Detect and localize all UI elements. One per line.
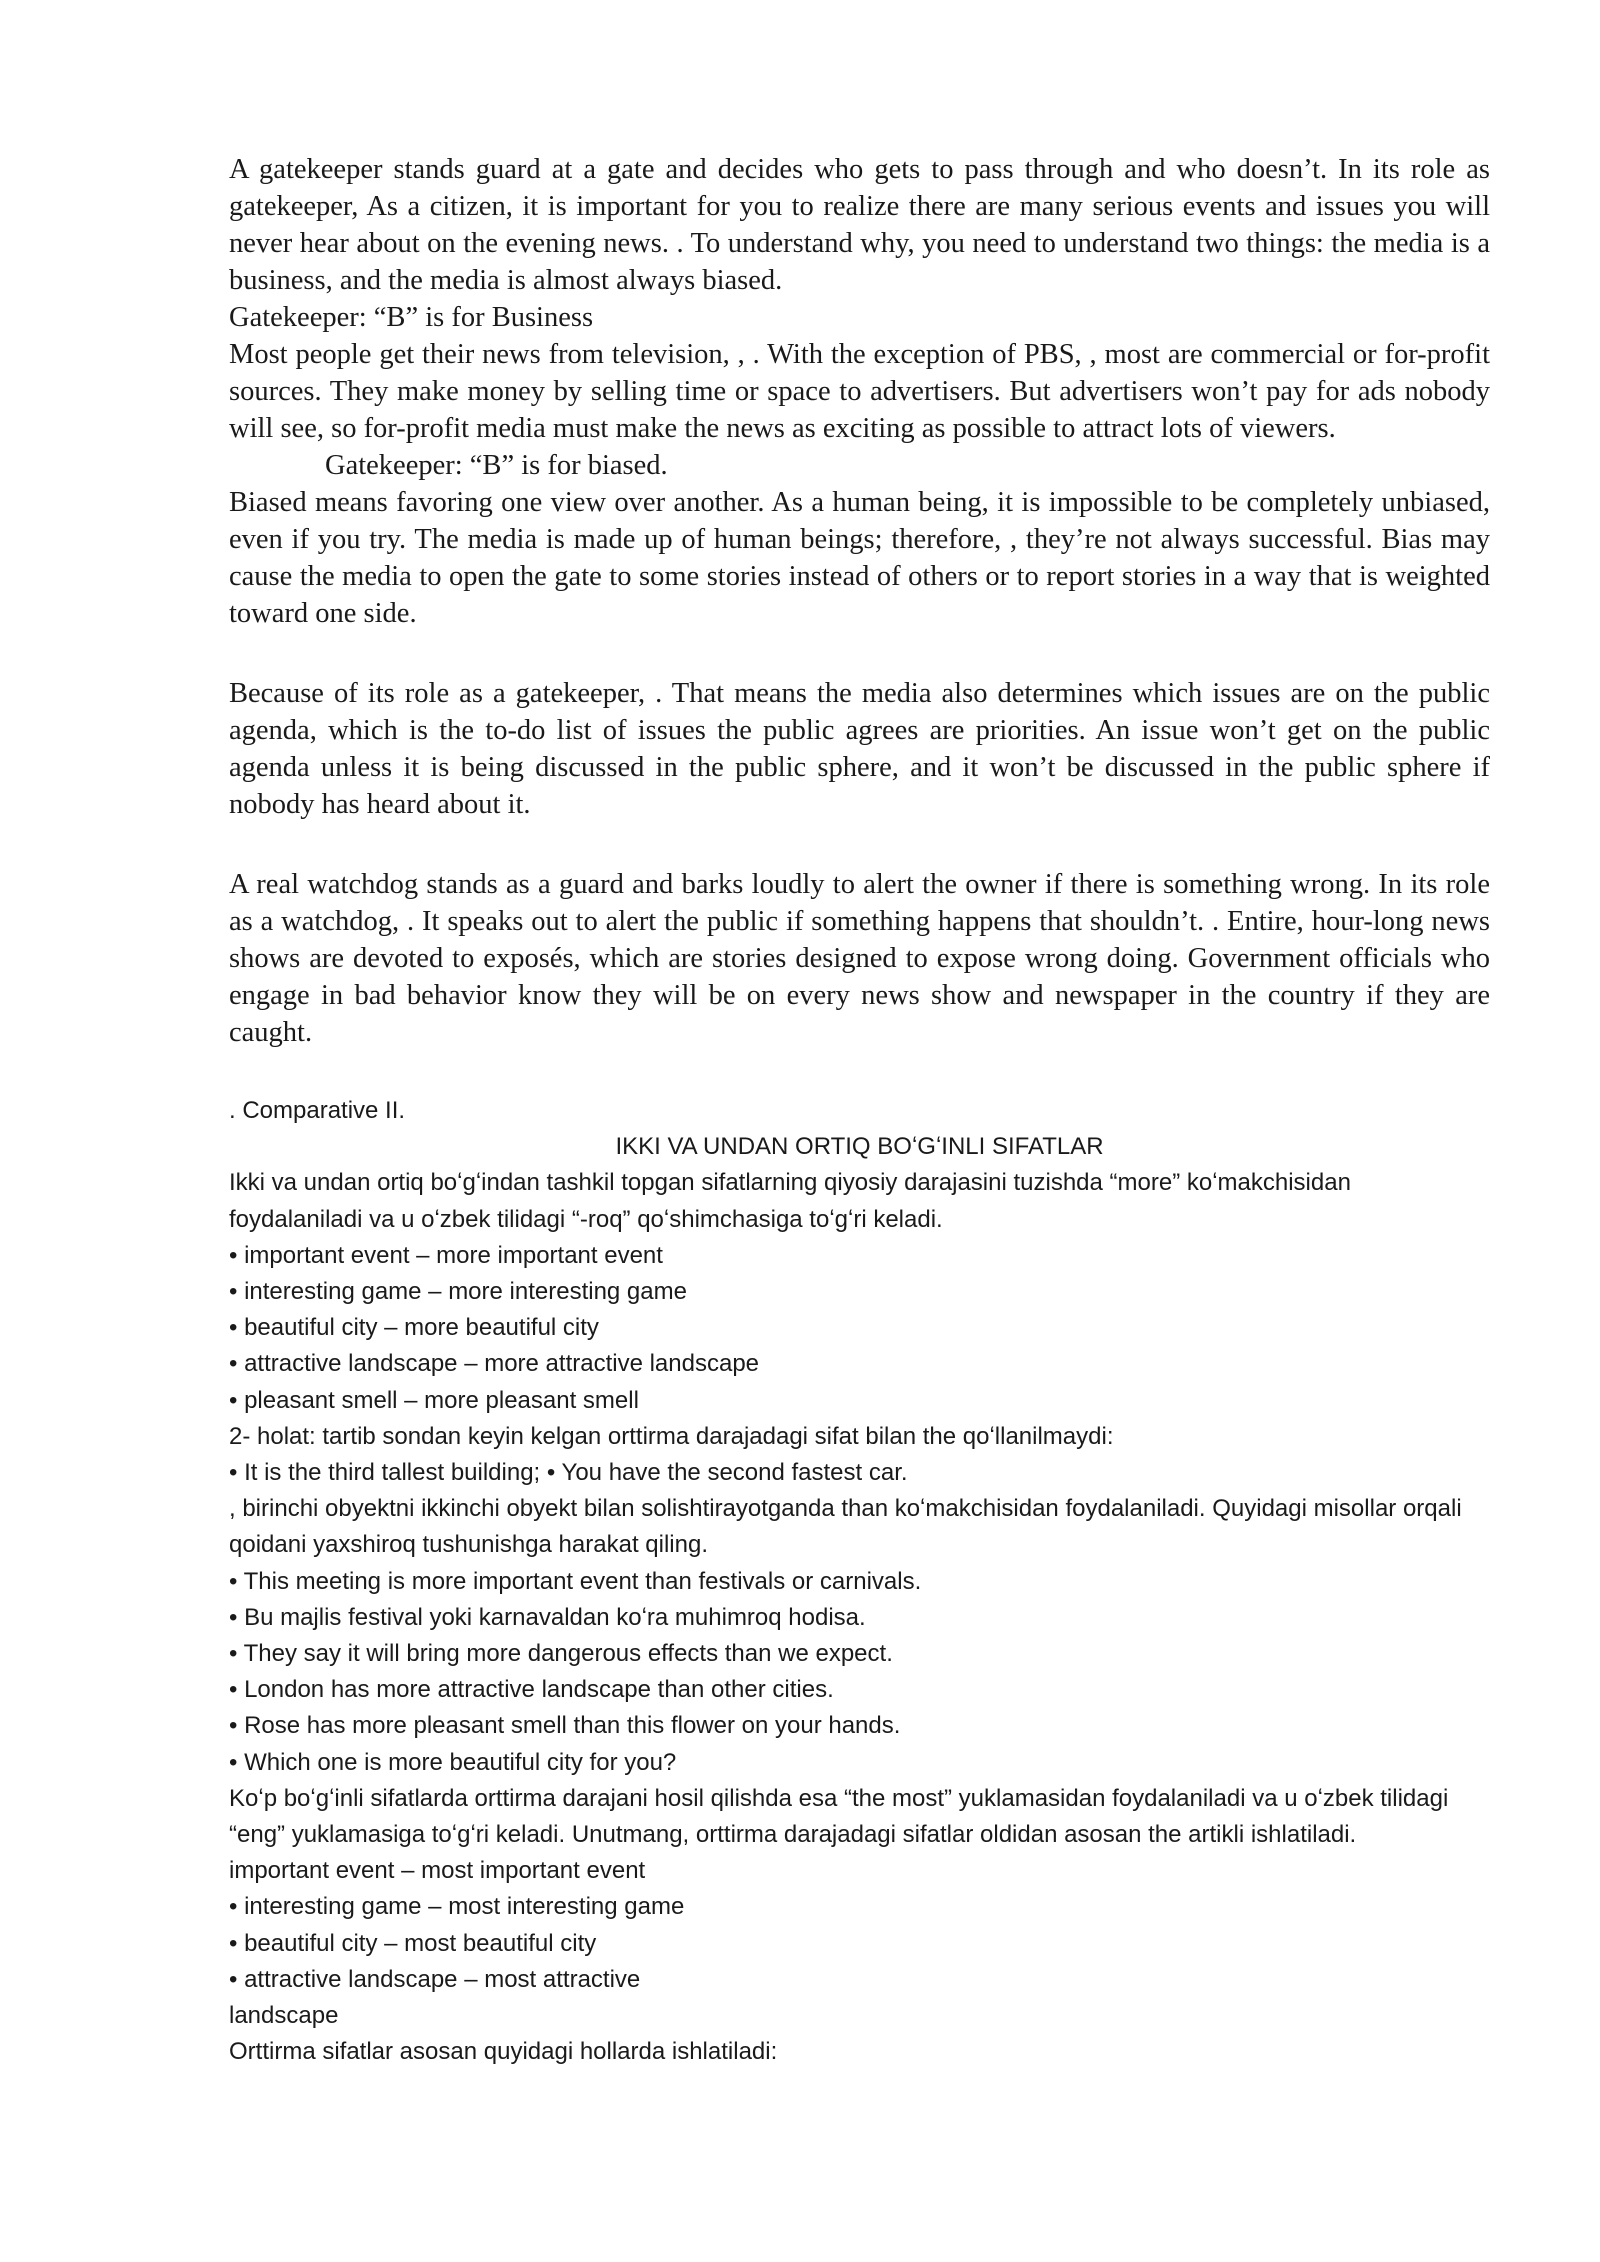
paragraph-spacer <box>229 823 1490 866</box>
list-item: • Rose has more pleasant smell than this flower on your hands. <box>229 1712 901 1740</box>
grammar-title: IKKI VA UNDAN ORTIQ BOʻGʻINLI SIFATLAR <box>615 1133 1104 1161</box>
list-item: • attractive landscape – more attractive landscape <box>229 1350 760 1378</box>
list-item: • Bu majlis festival yoki karnavaldan koʻra muhimroq hodisa. <box>229 1603 866 1631</box>
list-item: • beautiful city – more beautiful city <box>229 1314 599 1342</box>
paragraph-business: Most people get their news from television, , . With the exception of PBS, , most are commercial or for-profit sources. They make money by selling time or space to advertisers. But advertisers won’t pay for ads nobody will see, so for-profit media must make the news as exciting as possible to attract lots of viewers. <box>229 339 1490 444</box>
comparative-label: . Comparative II. <box>229 1097 406 1124</box>
paragraph-gatekeeper-intro: A gatekeeper stands guard at a gate and decides who gets to pass through and who doesn’t. In its role as gatekeeper, As a citizen, it is important for you to realize there are many serious events and issues you will never hear about on the evening news. . To understand why, you need to understand two things: the media is a business, and the media is almost always biased. <box>229 154 1490 296</box>
case2-title: 2- holat: tartib sondan keyin kelgan orttirma darajadagi sifat bilan the qoʻllanilmaydi: <box>229 1422 1114 1450</box>
list-item: • Which one is more beautiful city for you? <box>229 1748 677 1776</box>
paragraph-biased: Biased means favoring one view over another. As a human being, it is impossible to be completely unbiased, even if you try. The media is made up of human beings; therefore, , they’re not always successful. Bias may cause the media to open the gate to some stories instead of others or to report stories in a way that is weighted toward one side. <box>229 487 1490 629</box>
heading-biased: Gatekeeper: “B” is for biased. <box>325 450 668 481</box>
list-item: • pleasant smell – more pleasant smell <box>229 1386 639 1414</box>
list-item: • important event – more important event <box>229 1241 663 1269</box>
closing-line: Orttirma sifatlar asosan quyidagi hollarda ishlatiladi: <box>229 2038 778 2066</box>
paragraph-spacer <box>229 632 1490 675</box>
than-intro: , birinchi obyektni ikkinchi obyekt bilan solishtirayotganda than koʻmakchisidan foydalaniladi. Quyidagi misollar orqali qoidani yaxshiroq tushunishga harakat qiling. <box>229 1495 1462 1559</box>
list-item: • They say it will bring more dangerous effects than we expect. <box>229 1640 893 1668</box>
list-item: • London has more attractive landscape than other cities. <box>229 1676 834 1704</box>
paragraph-public-agenda: Because of its role as a gatekeeper, . That means the media also determines which issues are on the public agenda, which is the to-do list of issues the public agrees are priorities. An issue won’t get on the public agenda unless it is being discussed in the public sphere, and it won’t be discussed in the public sphere if nobody has heard about it. <box>229 678 1490 820</box>
list-item: • interesting game – most interesting game <box>229 1893 685 1921</box>
list-item: • beautiful city – most beautiful city <box>229 1929 597 1957</box>
paragraph-watchdog: A real watchdog stands as a guard and barks loudly to alert the owner if there is something wrong. In its role as a watchdog, . It speaks out to alert the public if something happens that shouldn’t. . Entire, hour-long news shows are devoted to exposés, which are stories designed to expose wrong doing. Government officials who engage in bad behavior know they will be on every news show and newspaper in the country if they are caught. <box>229 869 1490 1048</box>
list-item: • This meeting is more important event than festivals or carnivals. <box>229 1567 922 1595</box>
case2-example: • It is the third tallest building; • You have the second fastest car. <box>229 1459 908 1487</box>
most-intro: Koʻp boʻgʻinli sifatlarda orttirma darajani hosil qilishda esa “the most” yuklamasidan foydalaniladi va u oʻzbek tilidagi “eng” yuklamasiga toʻgʻri keladi. Unutmang, orttirma darajadagi sifatlar oldidan asosan the artikli ishlatiladi. <box>229 1784 1449 1849</box>
list-item: landscape <box>229 2002 339 2030</box>
list-item: • attractive landscape – most attractive <box>229 1965 641 1993</box>
list-item: important event – most important event <box>229 1857 646 1885</box>
grammar-section <box>229 1093 1490 2070</box>
heading-business: Gatekeeper: “B” is for Business <box>229 302 594 333</box>
grammar-intro: Ikki va undan ortiq boʻgʻindan tashkil topgan sifatlarning qiyosiy darajasini tuzishda “more” koʻmakchisidan foydalaniladi va u oʻzbek tilidagi “-roq” qoʻshimchasiga toʻgʻri keladi. <box>229 1169 1351 1233</box>
english-text-section <box>229 151 1490 1051</box>
list-item: • interesting game – more interesting game <box>229 1278 687 1306</box>
